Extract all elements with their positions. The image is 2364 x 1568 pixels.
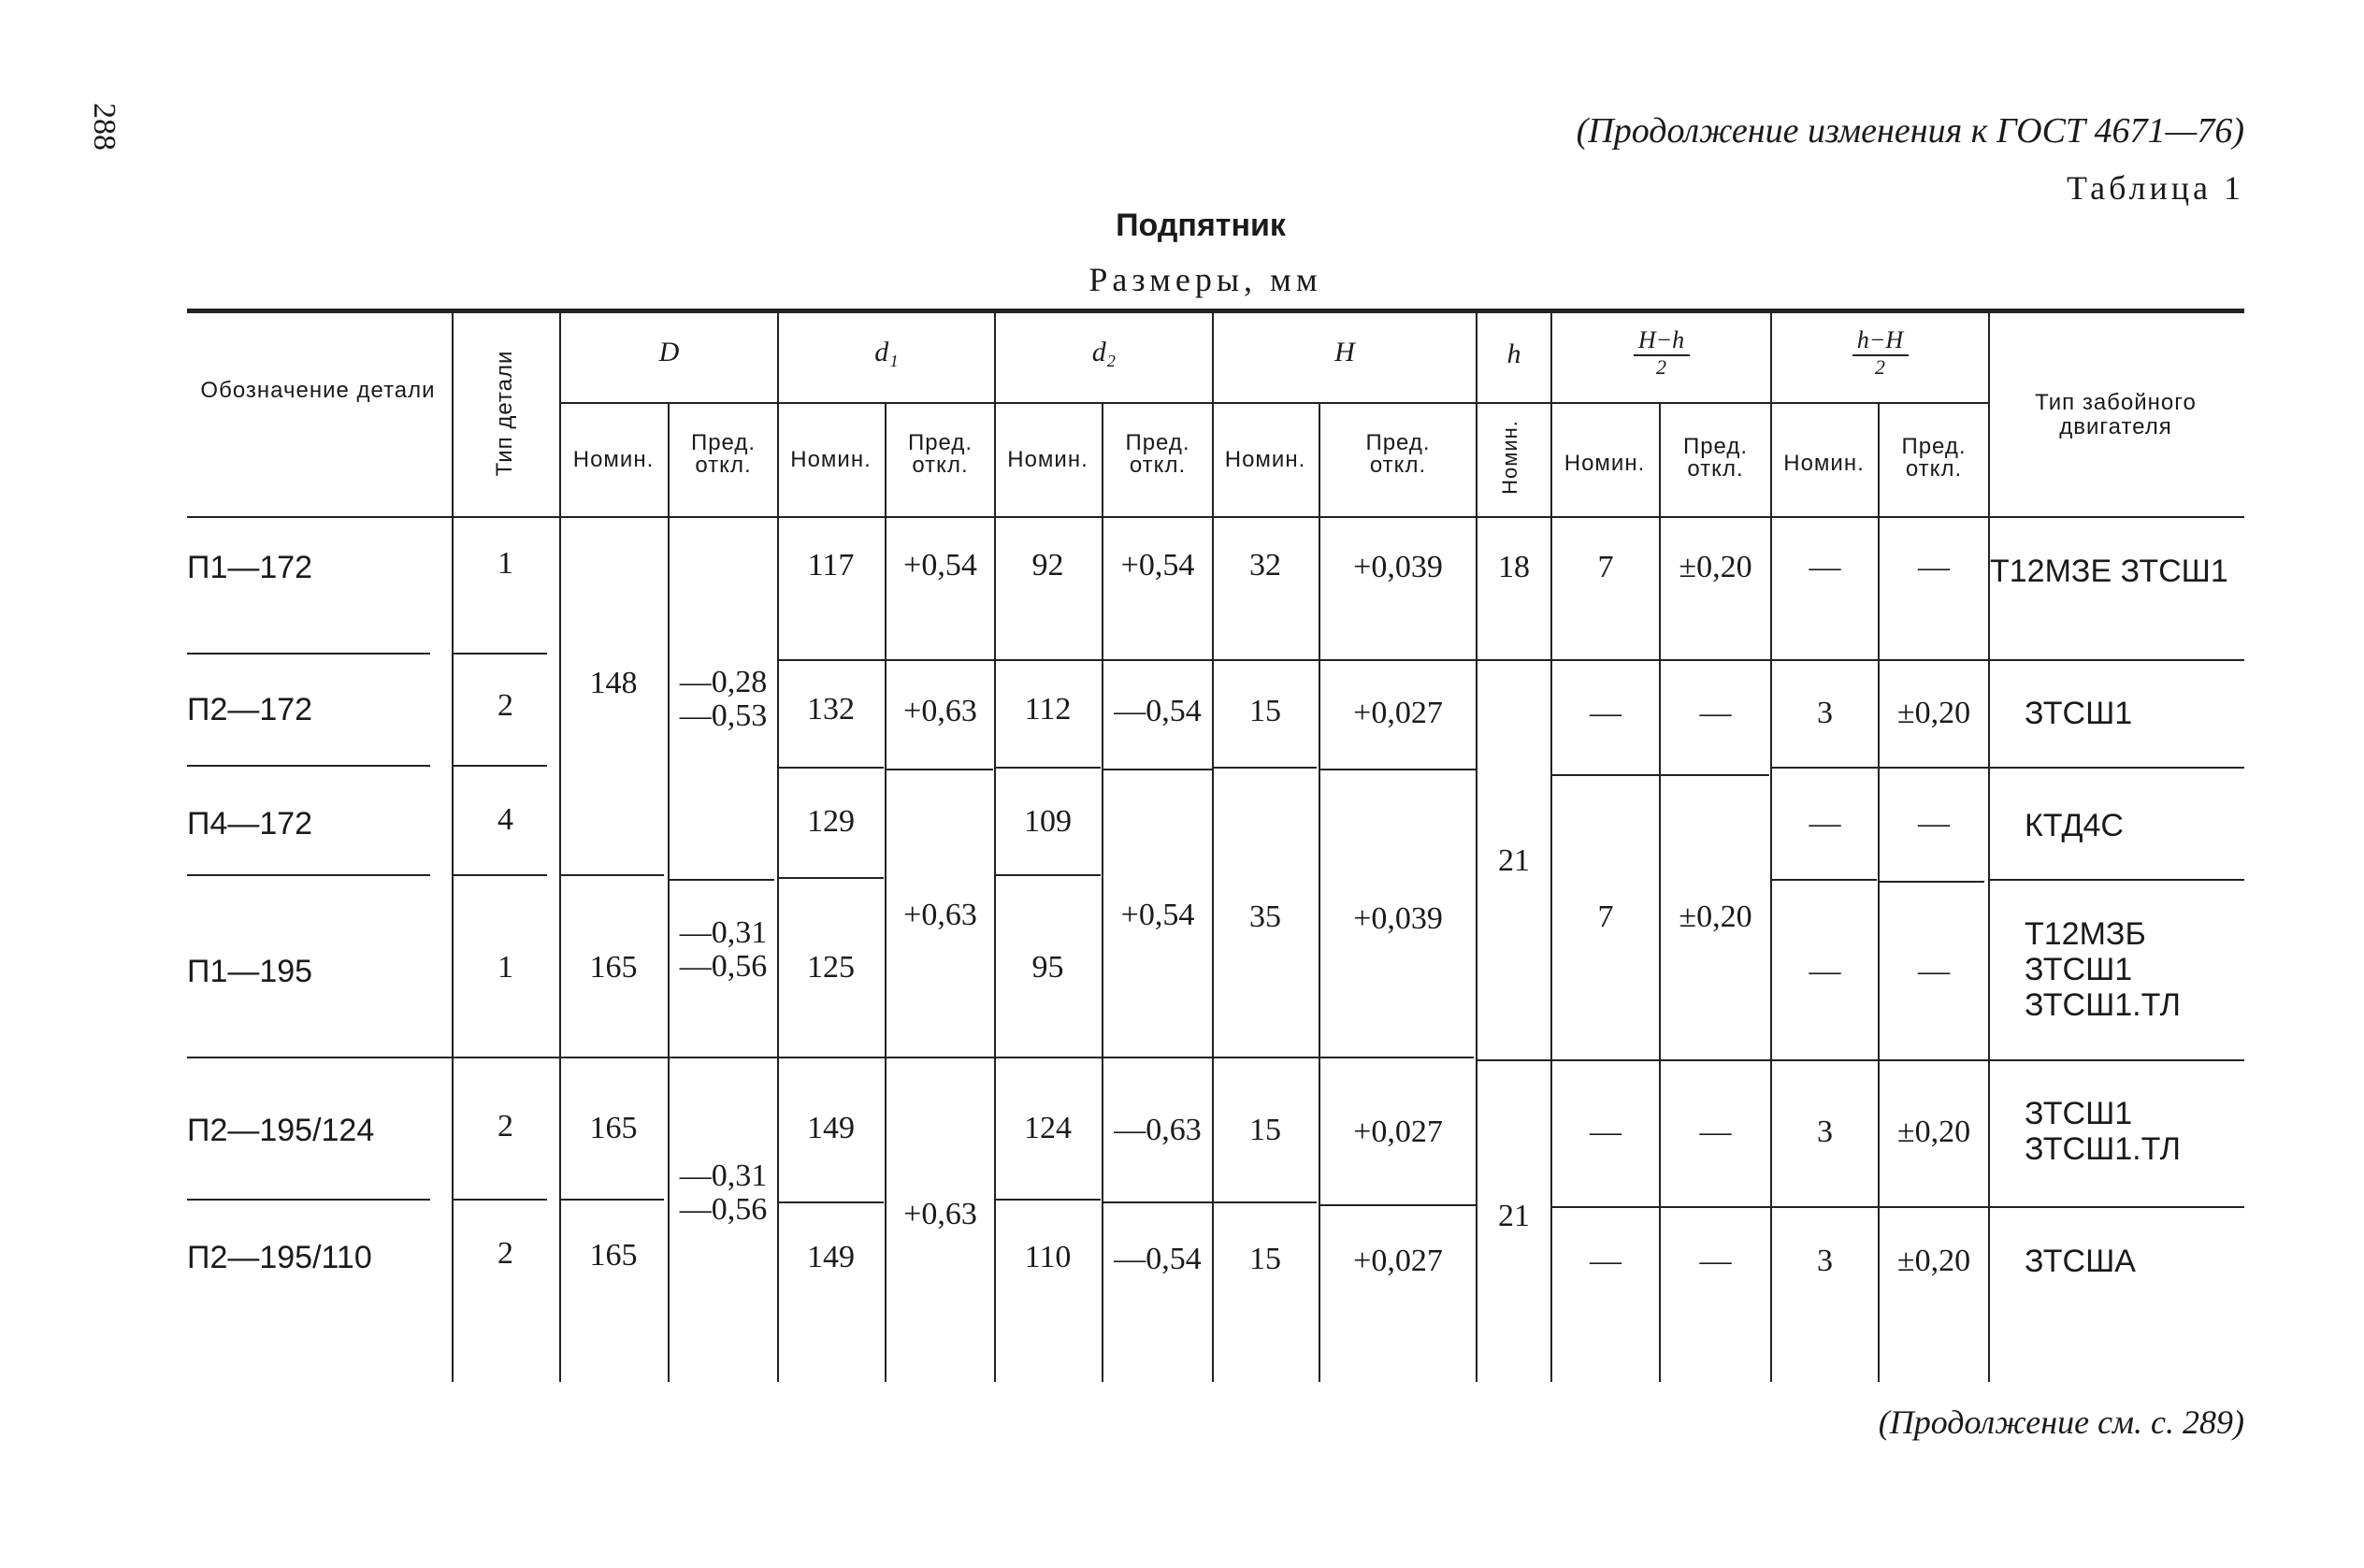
row1-type: 1	[497, 546, 513, 581]
row2-designation: П2—172	[187, 692, 313, 727]
subheader-nom: Номин.	[572, 447, 655, 472]
row2-d2: 112	[1024, 692, 1072, 726]
footer-continuation: (Продолжение см. с. 289)	[1878, 1403, 2244, 1441]
row6-Hh-dev: —	[1699, 1244, 1732, 1278]
row4-d2: 95	[1031, 950, 1064, 985]
row6-designation: П2—195/110	[187, 1240, 372, 1275]
h-21-lower: 21	[1498, 1199, 1530, 1233]
subheader-dev: Пред. откл.	[1682, 434, 1749, 482]
row5-H-dev: +0,027	[1353, 1115, 1443, 1149]
header-Hh-fraction	[1552, 327, 1770, 379]
row2-hH: 3	[1817, 696, 1833, 730]
table-label: Таблица 1	[2067, 169, 2244, 207]
header-H: H	[1334, 337, 1355, 367]
row2-H-dev: +0,027	[1353, 696, 1443, 730]
row1-Hh-dev: ±0,20	[1679, 550, 1752, 584]
row6-H: 15	[1249, 1242, 1281, 1276]
row1-hH: —	[1809, 550, 1841, 584]
subheader-dev: Пред. откл.	[907, 430, 973, 478]
header-d2: d₂	[1091, 337, 1117, 367]
row6-motor: ЗТСША	[2025, 1244, 2136, 1279]
Hh-mid: 7	[1597, 899, 1614, 934]
row5-designation: П2—195/124	[187, 1113, 375, 1148]
header-motor-type: Тип забойного двигателя	[2035, 390, 2197, 439]
row5-hH: 3	[1817, 1115, 1833, 1149]
subheader-dev: Пред. откл.	[1901, 434, 1967, 482]
row1-hH-dev: —	[1918, 550, 1950, 584]
row5-motor: ЗТСШ1 ЗТСШ1.ТЛ	[2025, 1096, 2181, 1167]
row4-motor: Т12МЗБ ЗТСШ1 ЗТСШ1.ТЛ	[2025, 916, 2181, 1023]
subheader-nom: Номин.	[1783, 451, 1865, 476]
row2-d2-dev: —0,54	[1114, 694, 1202, 728]
H-mid-dev: +0,039	[1353, 901, 1443, 936]
row5-hH-dev: ±0,20	[1896, 1115, 1971, 1149]
subheader-nom: Номин.	[1498, 420, 1521, 495]
row2-hH-dev: ±0,20	[1896, 696, 1971, 730]
row3-d1: 129	[807, 804, 855, 839]
subheader-dev: Пред. откл.	[1125, 430, 1190, 478]
row1-H-dev: +0,039	[1353, 550, 1443, 584]
header-h: h	[1506, 338, 1521, 369]
page-number: 288	[87, 103, 122, 151]
row1-d2-dev: +0,54	[1120, 548, 1195, 583]
row6-type: 2	[497, 1236, 513, 1271]
d1-low-dev: +0,63	[903, 1197, 977, 1231]
row3-d2: 109	[1024, 804, 1072, 839]
d1-mid-dev: +0,63	[903, 898, 977, 932]
row5-d2-dev: —0,63	[1114, 1113, 1202, 1147]
row2-Hh-dev: —	[1699, 696, 1732, 730]
row2-Hh: —	[1590, 696, 1622, 730]
header-Hh-denominator: 2	[1656, 354, 1666, 379]
subheader-nom: Номин.	[1564, 451, 1646, 476]
row1-H: 32	[1249, 548, 1281, 583]
row4-D: 165	[589, 950, 638, 985]
row3-motor: КТД4С	[2025, 808, 2124, 843]
row6-d2: 110	[1024, 1240, 1072, 1274]
row6-d2-dev: —0,54	[1114, 1242, 1202, 1276]
row4-hH: —	[1809, 954, 1841, 988]
row4-designation: П1—195	[187, 954, 313, 989]
row6-Hh: —	[1590, 1244, 1622, 1278]
row2-H: 15	[1249, 694, 1281, 728]
row2-d1: 132	[807, 692, 855, 726]
row5-Hh-dev: —	[1699, 1115, 1732, 1149]
header-hH-numerator: h−H	[1856, 326, 1904, 353]
row4-d1: 125	[807, 950, 855, 985]
row3-designation: П4—172	[187, 806, 313, 842]
row2-d1-dev: +0,63	[903, 694, 977, 728]
row1-designation: П1—172	[187, 550, 313, 585]
D-low-dev: —0,31 —0,56	[679, 1158, 768, 1227]
row4-type: 1	[497, 950, 513, 985]
row5-d1: 149	[807, 1111, 855, 1145]
Hh-mid-dev: ±0,20	[1679, 899, 1752, 934]
subheader-dev: Пред. откл.	[1365, 430, 1431, 478]
row6-hH: 3	[1817, 1244, 1833, 1278]
row1-d1-dev: +0,54	[903, 548, 977, 583]
row6-d1: 149	[807, 1240, 855, 1274]
row5-D: 165	[589, 1111, 638, 1145]
row3-type: 4	[497, 802, 513, 837]
header-hH-denominator: 2	[1875, 354, 1885, 379]
header-designation: Обозначение детали	[200, 378, 436, 403]
D-148-dev: —0,28 —0,53	[679, 665, 768, 733]
subheader-dev: Пред. откл.	[690, 430, 757, 478]
row6-D: 165	[589, 1238, 638, 1273]
row2-type: 2	[497, 688, 513, 723]
row3-hH-dev: —	[1918, 806, 1950, 841]
header-d1: d₁	[874, 337, 899, 367]
subheader-nom: Номин.	[790, 447, 872, 472]
table-title: Подпятник	[1116, 208, 1286, 243]
row6-hH-dev: ±0,20	[1896, 1244, 1971, 1278]
table-subtitle: Размеры, мм	[1088, 261, 1322, 298]
subheader-nom: Номин.	[1007, 447, 1088, 472]
row4-hH-dev: —	[1918, 954, 1950, 988]
row3-hH: —	[1809, 806, 1841, 841]
row5-type: 2	[497, 1109, 513, 1144]
d2-mid-dev: +0,54	[1120, 898, 1195, 932]
subheader-nom: Номин.	[1224, 447, 1306, 472]
row1-d1: 117	[807, 548, 855, 583]
row1-motor: Т12МЗЕ ЗТСШ1	[1990, 554, 2228, 589]
h-21-upper: 21	[1498, 843, 1530, 878]
header-part-type: Тип детали	[492, 350, 517, 477]
row5-H: 15	[1249, 1113, 1281, 1147]
row1-Hh: 7	[1597, 550, 1614, 584]
row5-d2: 124	[1024, 1111, 1072, 1145]
header-D: D	[658, 337, 680, 367]
H-mid: 35	[1249, 899, 1281, 934]
header-continuation: (Продолжение изменения к ГОСТ 4671—76)	[1576, 111, 2244, 151]
row1-h: 18	[1498, 550, 1530, 584]
row6-H-dev: +0,027	[1353, 1244, 1443, 1278]
D-148: 148	[589, 666, 638, 700]
row1-d2: 92	[1031, 548, 1064, 583]
header-hH-fraction	[1772, 327, 1988, 379]
row4-D-dev: —0,31 —0,56	[679, 915, 768, 984]
row5-Hh: —	[1590, 1115, 1622, 1149]
row2-motor: ЗТСШ1	[2025, 696, 2133, 731]
header-Hh-numerator: H−h	[1637, 326, 1685, 353]
